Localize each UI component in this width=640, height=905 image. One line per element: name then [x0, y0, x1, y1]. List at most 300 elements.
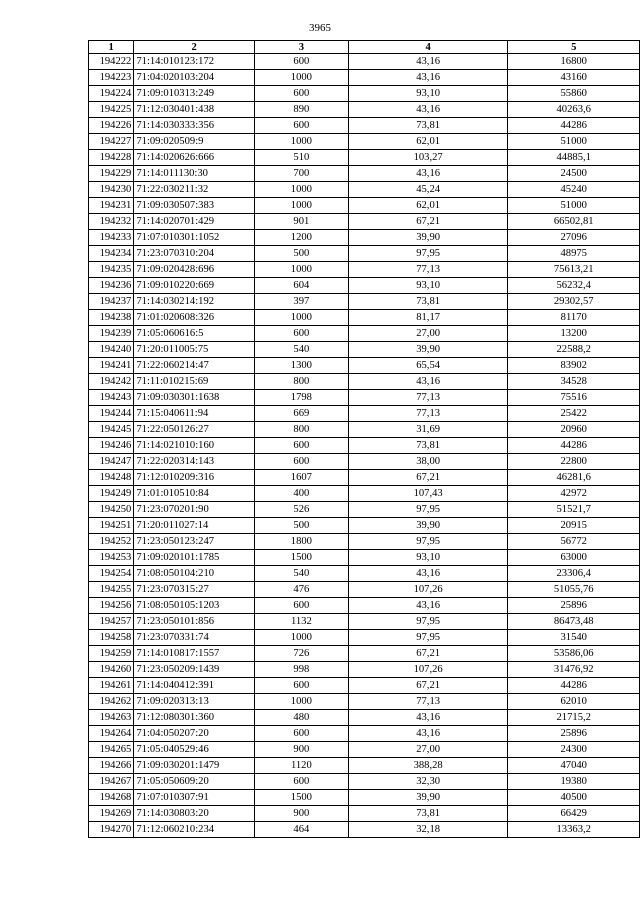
table-cell: 900: [254, 742, 348, 758]
table-cell: 71:09:020313:13: [134, 694, 255, 710]
table-cell: 53586,06: [508, 646, 640, 662]
table-cell: 71:12:080301:360: [134, 710, 255, 726]
table-cell: 400: [254, 486, 348, 502]
table-cell: 194247: [89, 454, 134, 470]
table-cell: 21715,2: [508, 710, 640, 726]
table-row: [89, 422, 640, 438]
table-cell: 56772: [508, 534, 640, 550]
table-cell: 71:14:011130:30: [134, 166, 255, 182]
table-cell: 71:01:020608:326: [134, 310, 255, 326]
table-body: [89, 54, 640, 838]
table-cell: 39,90: [348, 342, 508, 358]
table-cell: 194261: [89, 678, 134, 694]
table-cell: 71:23:050123:247: [134, 534, 255, 550]
table-row: [89, 102, 640, 118]
table-header-row: [89, 41, 640, 54]
table-cell: 29302,57: [508, 294, 640, 310]
table-cell: 540: [254, 566, 348, 582]
table-cell: 19380: [508, 774, 640, 790]
table-cell: 194254: [89, 566, 134, 582]
table-cell: 194245: [89, 422, 134, 438]
table-cell: 75516: [508, 390, 640, 406]
table-cell: 194243: [89, 390, 134, 406]
table-row: [89, 86, 640, 102]
table-cell: 24300: [508, 742, 640, 758]
table-cell: 600: [254, 326, 348, 342]
table-cell: 40500: [508, 790, 640, 806]
table-row: [89, 758, 640, 774]
table-cell: 83902: [508, 358, 640, 374]
table-cell: 43,16: [348, 54, 508, 70]
table-cell: 71:09:020101:1785: [134, 550, 255, 566]
table-cell: 600: [254, 438, 348, 454]
table-row: [89, 182, 640, 198]
table-cell: 194232: [89, 214, 134, 230]
table-cell: 397: [254, 294, 348, 310]
table-cell: 31,69: [348, 422, 508, 438]
table-cell: 71:01:010510:84: [134, 486, 255, 502]
table-row: [89, 822, 640, 838]
column-header: 4: [348, 41, 508, 54]
table-cell: 500: [254, 246, 348, 262]
table-cell: 194258: [89, 630, 134, 646]
table-cell: 62,01: [348, 198, 508, 214]
table-cell: 71:09:010313:249: [134, 86, 255, 102]
table-cell: 27,00: [348, 326, 508, 342]
table-cell: 194249: [89, 486, 134, 502]
table-row: [89, 598, 640, 614]
table-cell: 194264: [89, 726, 134, 742]
table-row: [89, 374, 640, 390]
table-row: [89, 54, 640, 70]
table-cell: 97,95: [348, 502, 508, 518]
table-row: [89, 550, 640, 566]
table-cell: 43,16: [348, 166, 508, 182]
table-cell: 600: [254, 726, 348, 742]
table-cell: 476: [254, 582, 348, 598]
table-cell: 46281,6: [508, 470, 640, 486]
table-cell: 1300: [254, 358, 348, 374]
table-row: [89, 454, 640, 470]
table-row: [89, 262, 640, 278]
table-cell: 71:23:050209:1439: [134, 662, 255, 678]
table-cell: 194223: [89, 70, 134, 86]
table-cell: 55860: [508, 86, 640, 102]
table-cell: 1500: [254, 550, 348, 566]
table-cell: 71:09:010220:669: [134, 278, 255, 294]
table-cell: 71:09:030301:1638: [134, 390, 255, 406]
table-row: [89, 358, 640, 374]
table-cell: 25896: [508, 598, 640, 614]
table-row: [89, 278, 640, 294]
table-cell: 93,10: [348, 86, 508, 102]
table-cell: 77,13: [348, 694, 508, 710]
table-cell: 194225: [89, 102, 134, 118]
table-row: [89, 198, 640, 214]
table-cell: 600: [254, 774, 348, 790]
table-cell: 194241: [89, 358, 134, 374]
table-cell: 194236: [89, 278, 134, 294]
table-row: [89, 582, 640, 598]
table-cell: 194222: [89, 54, 134, 70]
table-cell: 71:14:020701:429: [134, 214, 255, 230]
table-row: [89, 246, 640, 262]
table-cell: 71:23:070201:90: [134, 502, 255, 518]
table-cell: 45240: [508, 182, 640, 198]
table-cell: 73,81: [348, 806, 508, 822]
table-cell: 51000: [508, 198, 640, 214]
table-cell: 42972: [508, 486, 640, 502]
table-cell: 71:09:020509:9: [134, 134, 255, 150]
table-cell: 32,30: [348, 774, 508, 790]
land-parcel-table: [88, 40, 640, 838]
table-cell: 51055,76: [508, 582, 640, 598]
table-cell: 194244: [89, 406, 134, 422]
table-cell: 71:14:030803:20: [134, 806, 255, 822]
table-cell: 97,95: [348, 534, 508, 550]
table-row: [89, 710, 640, 726]
table-cell: 43160: [508, 70, 640, 86]
table-row: [89, 70, 640, 86]
table-cell: 194229: [89, 166, 134, 182]
table-cell: 194269: [89, 806, 134, 822]
table-cell: 194260: [89, 662, 134, 678]
table-cell: 43,16: [348, 70, 508, 86]
table-cell: 43,16: [348, 726, 508, 742]
table-cell: 43,16: [348, 374, 508, 390]
table-row: [89, 502, 640, 518]
table-cell: 25896: [508, 726, 640, 742]
table-cell: 40263,6: [508, 102, 640, 118]
table-cell: 73,81: [348, 438, 508, 454]
table-row: [89, 678, 640, 694]
table-cell: 71:14:010817:1557: [134, 646, 255, 662]
table-cell: 71:22:030211:32: [134, 182, 255, 198]
table-cell: 194266: [89, 758, 134, 774]
table-cell: 23306,4: [508, 566, 640, 582]
column-header: 1: [89, 41, 134, 54]
table-cell: 56232,4: [508, 278, 640, 294]
table-row: [89, 134, 640, 150]
table-cell: 464: [254, 822, 348, 838]
table-row: [89, 150, 640, 166]
table-cell: 71:22:050126:27: [134, 422, 255, 438]
table-cell: 800: [254, 374, 348, 390]
table-cell: 81170: [508, 310, 640, 326]
table-cell: 34528: [508, 374, 640, 390]
table-cell: 71:14:030333:356: [134, 118, 255, 134]
table-cell: 73,81: [348, 118, 508, 134]
table-cell: 1000: [254, 310, 348, 326]
table-cell: 900: [254, 806, 348, 822]
table-cell: 62,01: [348, 134, 508, 150]
table-cell: 43,16: [348, 102, 508, 118]
table-cell: 540: [254, 342, 348, 358]
table-cell: 480: [254, 710, 348, 726]
table-cell: 27,00: [348, 742, 508, 758]
table-cell: 1000: [254, 630, 348, 646]
table-cell: 71:14:021010:160: [134, 438, 255, 454]
table-cell: 71:14:030214:192: [134, 294, 255, 310]
table-cell: 71:11:010215:69: [134, 374, 255, 390]
table-cell: 194265: [89, 742, 134, 758]
table-row: [89, 326, 640, 342]
table-cell: 103,27: [348, 150, 508, 166]
table-row: [89, 310, 640, 326]
table-cell: 194262: [89, 694, 134, 710]
table-cell: 97,95: [348, 614, 508, 630]
table-cell: 97,95: [348, 630, 508, 646]
table-cell: 194259: [89, 646, 134, 662]
table-cell: 20960: [508, 422, 640, 438]
table-cell: 194250: [89, 502, 134, 518]
table-cell: 67,21: [348, 214, 508, 230]
table-row: [89, 614, 640, 630]
table-row: [89, 790, 640, 806]
table-row: [89, 774, 640, 790]
table-cell: 194234: [89, 246, 134, 262]
table-cell: 1000: [254, 182, 348, 198]
table-cell: 194228: [89, 150, 134, 166]
table-cell: 194230: [89, 182, 134, 198]
table-cell: 25422: [508, 406, 640, 422]
table-cell: 65,54: [348, 358, 508, 374]
table-cell: 71:12:010209:316: [134, 470, 255, 486]
table-cell: 43,16: [348, 566, 508, 582]
table-cell: 66429: [508, 806, 640, 822]
table-cell: 1000: [254, 134, 348, 150]
table-row: [89, 742, 640, 758]
table-cell: 1132: [254, 614, 348, 630]
table-cell: 86473,48: [508, 614, 640, 630]
table-row: [89, 118, 640, 134]
table-row: [89, 662, 640, 678]
table-row: [89, 342, 640, 358]
table-cell: 44286: [508, 438, 640, 454]
table-cell: 73,81: [348, 294, 508, 310]
table-cell: 194231: [89, 198, 134, 214]
table-cell: 81,17: [348, 310, 508, 326]
table-cell: 388,28: [348, 758, 508, 774]
table-cell: 13200: [508, 326, 640, 342]
table-cell: 93,10: [348, 278, 508, 294]
table-cell: 194235: [89, 262, 134, 278]
table-cell: 194224: [89, 86, 134, 102]
table-cell: 32,18: [348, 822, 508, 838]
table-cell: 194253: [89, 550, 134, 566]
table-cell: 71:22:020314:143: [134, 454, 255, 470]
table-cell: 107,26: [348, 582, 508, 598]
table-cell: 16800: [508, 54, 640, 70]
table-cell: 71:20:011005:75: [134, 342, 255, 358]
table-cell: 71:14:010123:172: [134, 54, 255, 70]
table-cell: 71:09:020428:696: [134, 262, 255, 278]
table-cell: 43,16: [348, 598, 508, 614]
table-row: [89, 214, 640, 230]
table-cell: 22588,2: [508, 342, 640, 358]
table-cell: 48975: [508, 246, 640, 262]
table-cell: 194227: [89, 134, 134, 150]
table-cell: 71:07:010301:1052: [134, 230, 255, 246]
table-cell: 71:05:050609:20: [134, 774, 255, 790]
table-cell: 71:12:060210:234: [134, 822, 255, 838]
table-row: [89, 806, 640, 822]
table-cell: 71:08:050104:210: [134, 566, 255, 582]
table-cell: 600: [254, 86, 348, 102]
table-row: [89, 726, 640, 742]
table-cell: 38,00: [348, 454, 508, 470]
table-row: [89, 534, 640, 550]
table-cell: 194268: [89, 790, 134, 806]
table-cell: 71:05:040529:46: [134, 742, 255, 758]
table-cell: 71:09:030507:383: [134, 198, 255, 214]
table-row: [89, 630, 640, 646]
table-cell: 194252: [89, 534, 134, 550]
table-row: [89, 566, 640, 582]
table-row: [89, 406, 640, 422]
column-header: 3: [254, 41, 348, 54]
table-cell: 600: [254, 598, 348, 614]
table-cell: 22800: [508, 454, 640, 470]
table-row: [89, 166, 640, 182]
table-cell: 71:05:060616:5: [134, 326, 255, 342]
table-cell: 1500: [254, 790, 348, 806]
table-cell: 71:23:050101:856: [134, 614, 255, 630]
table-cell: 47040: [508, 758, 640, 774]
table-row: [89, 518, 640, 534]
table-cell: 194270: [89, 822, 134, 838]
table-cell: 700: [254, 166, 348, 182]
table-cell: 71:23:070315:27: [134, 582, 255, 598]
table-cell: 71:12:030401:438: [134, 102, 255, 118]
table-cell: 77,13: [348, 406, 508, 422]
table-cell: 75613,21: [508, 262, 640, 278]
table-cell: 194239: [89, 326, 134, 342]
table-cell: 901: [254, 214, 348, 230]
table-cell: 1200: [254, 230, 348, 246]
table-cell: 500: [254, 518, 348, 534]
table-cell: 669: [254, 406, 348, 422]
table-cell: 51000: [508, 134, 640, 150]
table-cell: 45,24: [348, 182, 508, 198]
table-cell: 67,21: [348, 678, 508, 694]
table-cell: 194263: [89, 710, 134, 726]
table-cell: 71:22:060214:47: [134, 358, 255, 374]
table-cell: 194240: [89, 342, 134, 358]
table-cell: 71:07:010307:91: [134, 790, 255, 806]
table-cell: 194257: [89, 614, 134, 630]
table-cell: 71:14:020626:666: [134, 150, 255, 166]
table-cell: 67,21: [348, 646, 508, 662]
table-cell: 1000: [254, 198, 348, 214]
table-cell: 1000: [254, 70, 348, 86]
table-cell: 71:08:050105:1203: [134, 598, 255, 614]
table-cell: 604: [254, 278, 348, 294]
table-cell: 71:04:020103:204: [134, 70, 255, 86]
table-cell: 194267: [89, 774, 134, 790]
table-cell: 600: [254, 678, 348, 694]
table-cell: 600: [254, 118, 348, 134]
table-cell: 39,90: [348, 518, 508, 534]
table-cell: 39,90: [348, 230, 508, 246]
table-cell: 71:20:011027:14: [134, 518, 255, 534]
table-cell: 1000: [254, 694, 348, 710]
column-header: 2: [134, 41, 255, 54]
table-cell: 39,90: [348, 790, 508, 806]
table-row: [89, 694, 640, 710]
table-cell: 107,43: [348, 486, 508, 502]
table-cell: 63000: [508, 550, 640, 566]
page-number: 3965: [309, 22, 331, 34]
table-cell: 194246: [89, 438, 134, 454]
table-cell: 27096: [508, 230, 640, 246]
table-cell: 194237: [89, 294, 134, 310]
table-cell: 1120: [254, 758, 348, 774]
table-row: [89, 230, 640, 246]
table-cell: 1607: [254, 470, 348, 486]
table-cell: 194242: [89, 374, 134, 390]
table-cell: 194251: [89, 518, 134, 534]
table-row: [89, 470, 640, 486]
table-cell: 194255: [89, 582, 134, 598]
table-cell: 31540: [508, 630, 640, 646]
table-cell: 71:09:030201:1479: [134, 758, 255, 774]
table-cell: 1800: [254, 534, 348, 550]
table-cell: 97,95: [348, 246, 508, 262]
table-cell: 44286: [508, 118, 640, 134]
table-cell: 43,16: [348, 710, 508, 726]
table-cell: 107,26: [348, 662, 508, 678]
table-cell: 890: [254, 102, 348, 118]
table-cell: 77,13: [348, 390, 508, 406]
table-cell: 194248: [89, 470, 134, 486]
table-cell: 71:04:050207:20: [134, 726, 255, 742]
table-cell: 24500: [508, 166, 640, 182]
table-row: [89, 646, 640, 662]
table-row: [89, 438, 640, 454]
table-cell: 726: [254, 646, 348, 662]
table-cell: 71:15:040611:94: [134, 406, 255, 422]
table-cell: 194238: [89, 310, 134, 326]
table-cell: 600: [254, 454, 348, 470]
table-cell: 67,21: [348, 470, 508, 486]
table-row: [89, 486, 640, 502]
column-header: 5: [508, 41, 640, 54]
table-cell: 62010: [508, 694, 640, 710]
table-cell: 93,10: [348, 550, 508, 566]
table-cell: 1798: [254, 390, 348, 406]
table-row: [89, 294, 640, 310]
table-cell: 1000: [254, 262, 348, 278]
table-cell: 526: [254, 502, 348, 518]
table-cell: 600: [254, 54, 348, 70]
table-cell: 13363,2: [508, 822, 640, 838]
table-cell: 998: [254, 662, 348, 678]
table-cell: 77,13: [348, 262, 508, 278]
table-row: [89, 390, 640, 406]
table-cell: 44885,1: [508, 150, 640, 166]
table-cell: 71:23:070310:204: [134, 246, 255, 262]
table-cell: 194233: [89, 230, 134, 246]
table-cell: 71:14:040412:391: [134, 678, 255, 694]
table-cell: 66502,81: [508, 214, 640, 230]
table-cell: 44286: [508, 678, 640, 694]
table-cell: 31476,92: [508, 662, 640, 678]
table-cell: 20915: [508, 518, 640, 534]
table-cell: 51521,7: [508, 502, 640, 518]
table-cell: 194226: [89, 118, 134, 134]
table-cell: 194256: [89, 598, 134, 614]
